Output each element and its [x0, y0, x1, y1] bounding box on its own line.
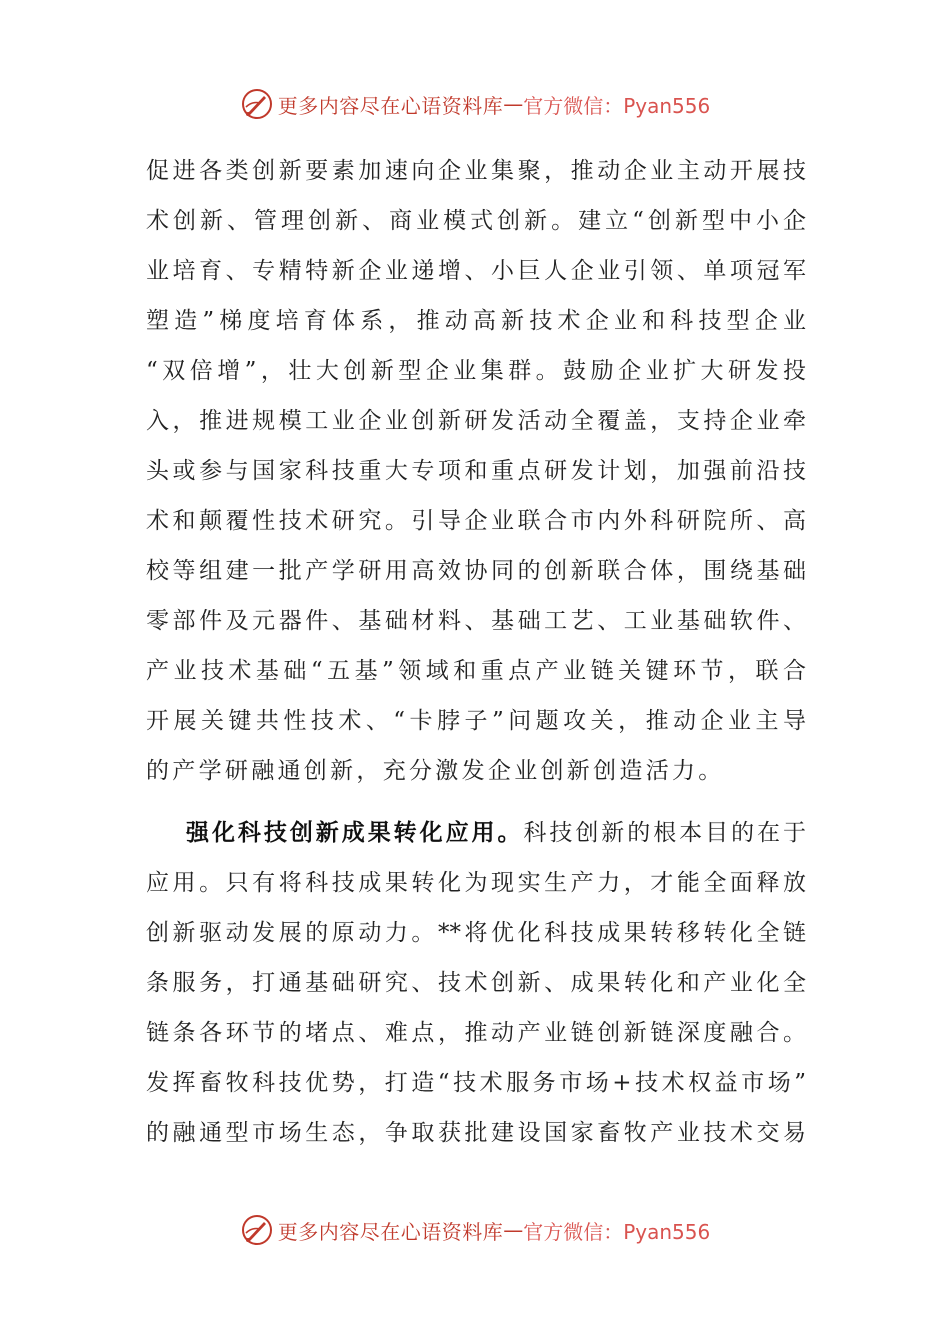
banner-title: 更多内容尽在心语资料库: [277, 1219, 504, 1244]
quill-pen-logo-icon: [240, 1213, 274, 1247]
text-line: 促进各类创新要素加速向企业集聚，推动企业主动开展技: [146, 158, 806, 184]
header-banner: [0, 84, 950, 124]
first-line-text: 科技创新的根本目的在于: [523, 820, 806, 846]
text-line: “双倍增”，壮大创新型企业集群。鼓励企业扩大研发投: [146, 358, 806, 384]
text-line: 术创新、管理创新、商业模式创新。建立“创新型中小企: [146, 208, 806, 234]
text-line: 链条各环节的堵点、难点，推动产业链创新链深度融合。: [146, 1020, 806, 1046]
text-line: 术和颠覆性技术研究。引导企业联合市内外科研院所、高: [146, 508, 806, 534]
text-line: 零部件及元器件、基础材料、基础工艺、工业基础软件、: [146, 608, 806, 634]
text-line: 产业技术基础“五基”领域和重点产业链关键环节，联合: [146, 658, 806, 684]
text-line: 条服务，打通基础研究、技术创新、成果转化和产业化全: [146, 970, 806, 996]
paragraph-gap: [146, 796, 806, 808]
footer-banner: [0, 1210, 950, 1250]
document-body: [146, 146, 806, 1158]
text-line: 业培育、专精特新企业递增、小巨人企业引领、单项冠军: [146, 258, 806, 284]
text-line: 的产学研融通创新，充分激发企业创新创造活力。: [146, 758, 725, 784]
text-line: 塑造”梯度培育体系，推动高新技术企业和科技型企业: [146, 308, 806, 334]
text-line: 开展关键共性技术、“卡脖子”问题攻关，推动企业主导: [146, 708, 806, 734]
paragraph-2: [146, 808, 806, 1158]
text-line: 入，推进规模工业企业创新研发活动全覆盖，支持企业牵: [146, 408, 806, 434]
banner-title: 更多内容尽在心语资料库: [277, 93, 504, 118]
text-line: 发挥畜牧科技优势，打造“技术服务市场+技术权益市场”: [146, 1070, 806, 1096]
text-line: 的融通型市场生态，争取获批建设国家畜牧产业技术交易: [146, 1120, 806, 1146]
paragraph-heading: 强化科技创新成果转化应用。: [186, 820, 524, 846]
paragraph-1: [146, 146, 806, 796]
text-line: 创新驱动发展的原动力。**将优化科技成果转移转化全链: [146, 920, 806, 946]
text-line: 校等组建一批产学研用高效协同的创新联合体，围绕基础: [146, 558, 806, 584]
text-line: 应用。只有将科技成果转化为现实生产力，才能全面释放: [146, 870, 806, 896]
banner-separator: —: [503, 92, 524, 116]
text-line-first: [146, 808, 806, 858]
banner-wechat: 官方微信：Pyan556: [523, 1219, 711, 1244]
banner-wechat: 官方微信：Pyan556: [523, 93, 711, 118]
quill-pen-logo-icon: [240, 87, 274, 121]
text-line: 头或参与国家科技重大专项和重点研发计划，加强前沿技: [146, 458, 806, 484]
banner-separator: —: [503, 1218, 524, 1242]
